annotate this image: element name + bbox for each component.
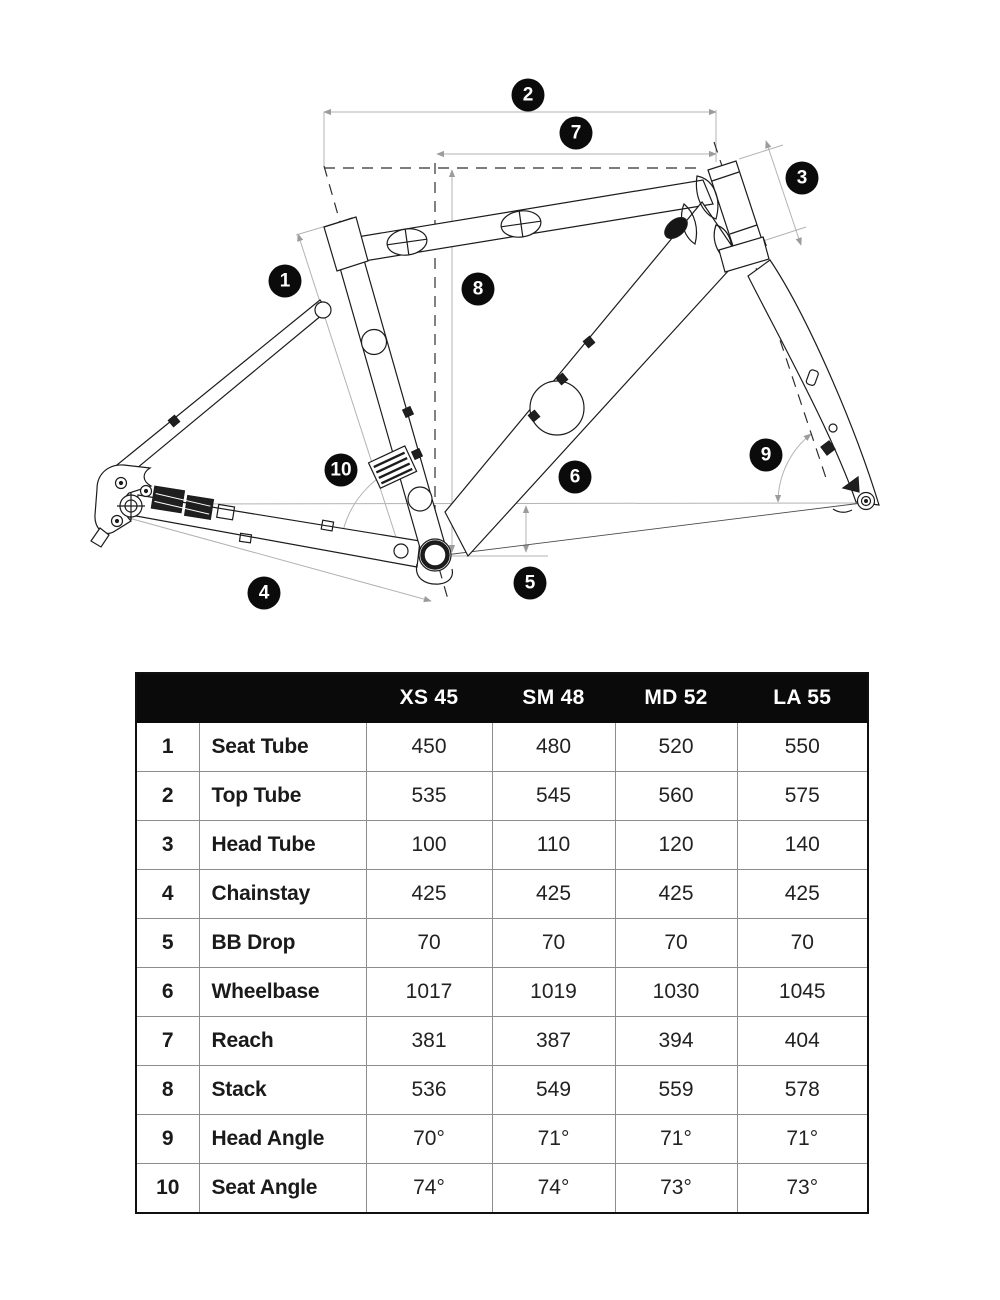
size-column-header: XS 45 bbox=[366, 673, 492, 723]
measurement-value: 74° bbox=[366, 1164, 492, 1214]
callout-seat-tube: 1 bbox=[269, 265, 302, 298]
callout-chainstay: 4 bbox=[248, 577, 281, 610]
measurement-value: 578 bbox=[737, 1066, 868, 1115]
measurement-value: 71° bbox=[615, 1115, 737, 1164]
measurement-value: 536 bbox=[366, 1066, 492, 1115]
row-number: 10 bbox=[136, 1164, 199, 1214]
geometry-table-header bbox=[136, 673, 868, 723]
measurement-value: 394 bbox=[615, 1017, 737, 1066]
measurement-value: 559 bbox=[615, 1066, 737, 1115]
measurement-value: 425 bbox=[615, 870, 737, 919]
measurement-value: 71° bbox=[492, 1115, 615, 1164]
size-column-header: MD 52 bbox=[615, 673, 737, 723]
measurement-value: 520 bbox=[615, 723, 737, 772]
geometry-row bbox=[136, 919, 868, 968]
callout-bb-drop: 5 bbox=[514, 567, 547, 600]
measurement-label: Reach bbox=[199, 1017, 366, 1066]
row-number: 9 bbox=[136, 1115, 199, 1164]
measurement-value: 425 bbox=[492, 870, 615, 919]
size-column-header: LA 55 bbox=[737, 673, 868, 723]
seat-tube-collar bbox=[324, 217, 368, 271]
geometry-table-body bbox=[136, 723, 868, 1214]
size-column-header: SM 48 bbox=[492, 673, 615, 723]
seat-tube-port bbox=[362, 330, 387, 355]
measurement-value: 70° bbox=[366, 1115, 492, 1164]
callout-head-angle: 9 bbox=[750, 439, 783, 472]
measurement-value: 1030 bbox=[615, 968, 737, 1017]
row-number: 8 bbox=[136, 1066, 199, 1115]
measurement-value: 74° bbox=[492, 1164, 615, 1214]
fork-bolt bbox=[829, 424, 837, 432]
measurement-label: Seat Angle bbox=[199, 1164, 366, 1214]
measurement-value: 560 bbox=[615, 772, 737, 821]
measurement-value: 1017 bbox=[366, 968, 492, 1017]
cable-guide bbox=[394, 544, 408, 558]
measurement-value: 70 bbox=[615, 919, 737, 968]
measurement-value: 404 bbox=[737, 1017, 868, 1066]
measurement-label: Stack bbox=[199, 1066, 366, 1115]
measurement-value: 480 bbox=[492, 723, 615, 772]
measurement-label: Head Tube bbox=[199, 821, 366, 870]
dropout-lip bbox=[833, 509, 852, 512]
measurement-label: Top Tube bbox=[199, 772, 366, 821]
measurement-value: 549 bbox=[492, 1066, 615, 1115]
callout-head-tube: 3 bbox=[786, 162, 819, 195]
measurement-value: 73° bbox=[737, 1164, 868, 1214]
measurement-value: 535 bbox=[366, 772, 492, 821]
measurement-value: 70 bbox=[492, 919, 615, 968]
measurement-value: 140 bbox=[737, 821, 868, 870]
header-spacer-label bbox=[199, 673, 366, 723]
geometry-row bbox=[136, 968, 868, 1017]
measurement-label: Head Angle bbox=[199, 1115, 366, 1164]
callout-wheelbase: 6 bbox=[559, 461, 592, 494]
callout-stack: 8 bbox=[462, 273, 495, 306]
row-number: 3 bbox=[136, 821, 199, 870]
measurement-value: 450 bbox=[366, 723, 492, 772]
geometry-row bbox=[136, 1164, 868, 1214]
measurement-label: Chainstay bbox=[199, 870, 366, 919]
measurement-value: 70 bbox=[737, 919, 868, 968]
measurement-value: 70 bbox=[366, 919, 492, 968]
measurement-label: BB Drop bbox=[199, 919, 366, 968]
measurement-label: Seat Tube bbox=[199, 723, 366, 772]
row-number: 5 bbox=[136, 919, 199, 968]
measurement-value: 550 bbox=[737, 723, 868, 772]
row-number: 4 bbox=[136, 870, 199, 919]
seat-stay bbox=[112, 300, 328, 483]
measurement-value: 545 bbox=[492, 772, 615, 821]
callout-reach: 7 bbox=[560, 117, 593, 150]
header-spacer-number bbox=[136, 673, 199, 723]
measurement-value: 71° bbox=[737, 1115, 868, 1164]
measurement-value: 575 bbox=[737, 772, 868, 821]
geometry-row bbox=[136, 723, 868, 772]
geometry-row bbox=[136, 1066, 868, 1115]
measurement-value: 110 bbox=[492, 821, 615, 870]
geometry-row bbox=[136, 772, 868, 821]
measurement-label: Wheelbase bbox=[199, 968, 366, 1017]
frame-tubes bbox=[91, 161, 879, 584]
measurement-value: 100 bbox=[366, 821, 492, 870]
measurement-value: 1045 bbox=[737, 968, 868, 1017]
measurement-value: 425 bbox=[737, 870, 868, 919]
seat-tube-port bbox=[408, 487, 432, 511]
measurement-value: 1019 bbox=[492, 968, 615, 1017]
geometry-row bbox=[136, 1115, 868, 1164]
down-tube-port bbox=[530, 381, 584, 435]
row-number: 1 bbox=[136, 723, 199, 772]
geometry-row bbox=[136, 870, 868, 919]
geometry-table bbox=[135, 672, 869, 1214]
callout-top-tube: 2 bbox=[512, 79, 545, 112]
measurement-value: 120 bbox=[615, 821, 737, 870]
row-number: 7 bbox=[136, 1017, 199, 1066]
row-number: 2 bbox=[136, 772, 199, 821]
measurement-value: 387 bbox=[492, 1017, 615, 1066]
geometry-row bbox=[136, 1017, 868, 1066]
seat-stay-cap bbox=[315, 302, 331, 318]
geometry-row bbox=[136, 821, 868, 870]
callout-seat-angle: 10 bbox=[325, 454, 358, 487]
row-number: 6 bbox=[136, 968, 199, 1017]
measurement-value: 381 bbox=[366, 1017, 492, 1066]
measurement-value: 73° bbox=[615, 1164, 737, 1214]
measurement-value: 425 bbox=[366, 870, 492, 919]
